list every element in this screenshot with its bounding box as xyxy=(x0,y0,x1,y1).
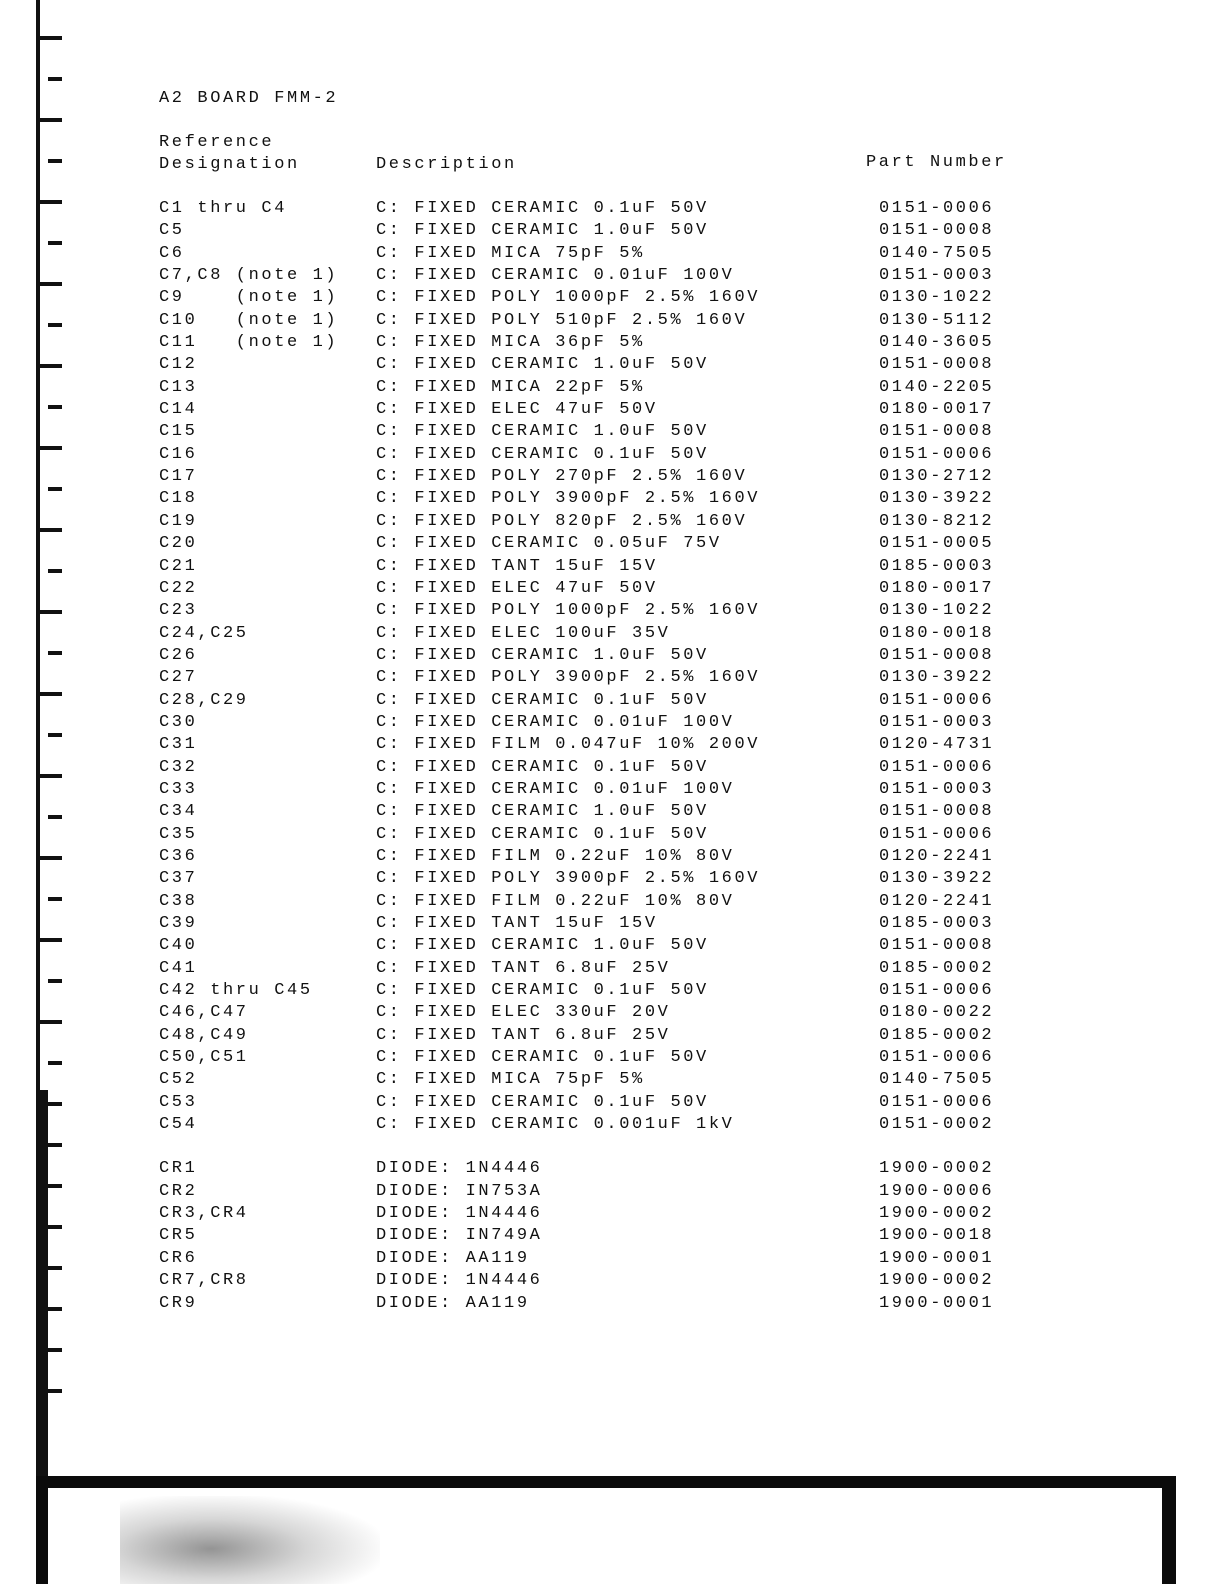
binding-tick xyxy=(40,200,62,204)
part-number: 0151-0008 xyxy=(879,645,995,665)
binding-tick xyxy=(40,1102,62,1106)
parts-row xyxy=(159,220,1059,242)
reference-designation: C14 xyxy=(159,400,198,420)
parts-row xyxy=(159,623,1059,645)
binding-tick xyxy=(48,1143,62,1147)
part-description: C: FIXED CERAMIC 0.05uF 75V xyxy=(376,534,722,554)
part-number: 0130-8212 xyxy=(879,511,995,531)
reference-designation: C27 xyxy=(159,668,198,688)
part-number: 0140-7505 xyxy=(879,243,995,263)
part-description: C: FIXED POLY 510pF 2.5% 160V xyxy=(376,310,748,330)
part-number: 0185-0003 xyxy=(879,914,995,933)
reference-designation: C37 xyxy=(159,869,198,889)
part-description: C: FIXED MICA 36pF 5% xyxy=(376,333,645,353)
parts-list xyxy=(159,198,1059,1315)
part-number: 0151-0008 xyxy=(879,422,995,442)
reference-designation: C26 xyxy=(159,645,198,665)
reference-designation: C48,C49 xyxy=(159,1025,249,1045)
reference-designation: C6 xyxy=(159,243,185,263)
binding-tick xyxy=(40,856,62,860)
part-description: C: FIXED CERAMIC 0.1uF 50V xyxy=(376,757,709,777)
binding-tick xyxy=(40,364,62,368)
part-description: C: FIXED ELEC 47uF 50V xyxy=(376,578,658,598)
page-title: A2 BOARD FMM-2 xyxy=(159,89,339,108)
reference-designation: C40 xyxy=(159,936,198,956)
reference-designation: C13 xyxy=(159,377,198,397)
binding-tick xyxy=(48,487,62,491)
part-description: C: FIXED CERAMIC 1.0uF 50V xyxy=(376,221,709,241)
part-description: C: FIXED FILM 0.22uF 10% 80V xyxy=(376,891,735,911)
part-number: 0151-0003 xyxy=(879,779,995,799)
parts-row xyxy=(159,600,1059,622)
reference-designation: C16 xyxy=(159,444,198,464)
binding-tick xyxy=(48,733,62,737)
part-number: 0151-0002 xyxy=(879,1115,995,1135)
part-description: C: FIXED CERAMIC 0.1uF 50V xyxy=(376,444,709,464)
part-number: 0130-2712 xyxy=(879,467,995,487)
part-number: 0151-0006 xyxy=(879,981,995,1001)
part-number: 0140-3605 xyxy=(879,333,995,353)
reference-designation: CR7,CR8 xyxy=(159,1271,249,1291)
parts-row xyxy=(159,265,1059,287)
reference-designation: C10 (note 1) xyxy=(159,310,339,330)
parts-row xyxy=(159,377,1059,399)
reference-designation: CR5 xyxy=(159,1226,198,1246)
part-number: 0151-0003 xyxy=(879,266,995,286)
part-description: C: FIXED TANT 6.8uF 25V xyxy=(376,1025,671,1045)
parts-row xyxy=(159,1248,1059,1270)
header-designation: Designation xyxy=(159,155,300,174)
reference-designation: C21 xyxy=(159,556,198,576)
parts-row xyxy=(159,1047,1059,1069)
part-number: 0180-0017 xyxy=(879,578,995,598)
part-number: 0151-0006 xyxy=(879,757,995,777)
part-description: C: FIXED FILM 0.22uF 10% 80V xyxy=(376,846,735,866)
parts-row xyxy=(159,1025,1059,1047)
reference-designation: C15 xyxy=(159,422,198,442)
parts-row xyxy=(159,1158,1059,1180)
reference-designation: C38 xyxy=(159,891,198,911)
parts-row xyxy=(159,488,1059,510)
parts-row xyxy=(159,958,1059,980)
part-number: 0130-5112 xyxy=(879,310,995,330)
part-description: C: FIXED ELEC 100uF 35V xyxy=(376,623,671,643)
part-description: C: FIXED FILM 0.047uF 10% 200V xyxy=(376,735,761,755)
part-number: 1900-0006 xyxy=(879,1181,995,1201)
parts-row xyxy=(159,1225,1059,1247)
part-description: C: FIXED POLY 3900pF 2.5% 160V xyxy=(376,489,761,509)
binding-tick xyxy=(48,897,62,901)
part-number: 0151-0006 xyxy=(879,690,995,710)
part-description: C: FIXED POLY 1000pF 2.5% 160V xyxy=(376,601,761,621)
parts-row xyxy=(159,1270,1059,1292)
parts-row xyxy=(159,533,1059,555)
part-number: 1900-0002 xyxy=(879,1159,995,1179)
binding-tick xyxy=(48,979,62,983)
parts-row xyxy=(159,399,1059,421)
part-number: 0120-2241 xyxy=(879,891,995,911)
reference-designation: C28,C29 xyxy=(159,690,249,710)
part-description: DIODE: 1N4446 xyxy=(376,1271,543,1291)
reference-designation: C11 (note 1) xyxy=(159,333,339,353)
part-number: 0151-0005 xyxy=(879,534,995,554)
parts-row xyxy=(159,1114,1059,1136)
parts-row xyxy=(159,891,1059,913)
reference-designation: C12 xyxy=(159,355,198,375)
reference-designation: C30 xyxy=(159,712,198,732)
reference-designation: C46,C47 xyxy=(159,1003,249,1023)
part-description: C: FIXED CERAMIC 0.01uF 100V xyxy=(376,712,735,732)
parts-row xyxy=(159,1293,1059,1315)
binding-tick xyxy=(48,651,62,655)
part-description: C: FIXED CERAMIC 0.001uF 1kV xyxy=(376,1115,735,1135)
part-description: C: FIXED CERAMIC 1.0uF 50V xyxy=(376,422,709,442)
binding-tick xyxy=(48,815,62,819)
part-description: DIODE: AA119 xyxy=(376,1293,530,1313)
reference-designation: C1 thru C4 xyxy=(159,199,288,218)
reference-designation: C36 xyxy=(159,846,198,866)
reference-designation: C31 xyxy=(159,735,198,755)
binding-tick xyxy=(40,774,62,778)
reference-designation: C39 xyxy=(159,914,198,933)
part-number: 0185-0003 xyxy=(879,556,995,576)
parts-row xyxy=(159,712,1059,734)
binding-tick xyxy=(48,1307,62,1311)
part-number: 0120-2241 xyxy=(879,846,995,866)
part-number: 0151-0003 xyxy=(879,712,995,732)
part-number: 0151-0008 xyxy=(879,355,995,375)
reference-designation: C18 xyxy=(159,489,198,509)
binding-tick xyxy=(48,77,62,81)
parts-row xyxy=(159,846,1059,868)
part-number: 0185-0002 xyxy=(879,1025,995,1045)
binding-tick xyxy=(40,1020,62,1024)
parts-row xyxy=(159,757,1059,779)
part-description: C: FIXED MICA 75pF 5% xyxy=(376,1070,645,1090)
reference-designation: C20 xyxy=(159,534,198,554)
part-number: 0130-3922 xyxy=(879,489,995,509)
part-description: C: FIXED POLY 3900pF 2.5% 160V xyxy=(376,668,761,688)
reference-designation: C33 xyxy=(159,779,198,799)
part-description: DIODE: AA119 xyxy=(376,1248,530,1268)
reference-designation: CR6 xyxy=(159,1248,198,1268)
part-description: C: FIXED CERAMIC 1.0uF 50V xyxy=(376,802,709,822)
reference-designation: CR1 xyxy=(159,1159,198,1179)
binding-shadow xyxy=(36,1090,48,1480)
part-description: DIODE: IN749A xyxy=(376,1226,543,1246)
part-number: 1900-0002 xyxy=(879,1271,995,1291)
reference-designation: C17 xyxy=(159,467,198,487)
binding-tick xyxy=(40,36,62,40)
binding-tick xyxy=(40,1184,62,1188)
parts-row xyxy=(159,466,1059,488)
reference-designation: C54 xyxy=(159,1115,198,1135)
parts-row xyxy=(159,556,1059,578)
part-description: C: FIXED POLY 3900pF 2.5% 160V xyxy=(376,869,761,889)
parts-row xyxy=(159,198,1059,220)
part-number: 0120-4731 xyxy=(879,735,995,755)
part-number: 1900-0018 xyxy=(879,1226,995,1246)
reference-designation: C24,C25 xyxy=(159,623,249,643)
part-number: 0130-1022 xyxy=(879,288,995,308)
parts-row xyxy=(159,444,1059,466)
part-description: C: FIXED CERAMIC 0.01uF 100V xyxy=(376,266,735,286)
reference-designation: C34 xyxy=(159,802,198,822)
parts-row xyxy=(159,824,1059,846)
binding-tick xyxy=(48,1389,62,1393)
parts-row xyxy=(159,421,1059,443)
reference-designation: C5 xyxy=(159,221,185,241)
reference-designation: C42 thru C45 xyxy=(159,981,313,1001)
part-number: 0180-0022 xyxy=(879,1003,995,1023)
part-number: 0130-3922 xyxy=(879,869,995,889)
part-description: C: FIXED CERAMIC 1.0uF 50V xyxy=(376,355,709,375)
reference-designation: C7,C8 (note 1) xyxy=(159,266,339,286)
part-description: DIODE: IN753A xyxy=(376,1181,543,1201)
binding-tick xyxy=(40,282,62,286)
parts-row xyxy=(159,1181,1059,1203)
parts-row xyxy=(159,287,1059,309)
part-description: C: FIXED CERAMIC 0.1uF 50V xyxy=(376,1048,709,1068)
parts-row xyxy=(159,310,1059,332)
reference-designation: C52 xyxy=(159,1070,198,1090)
part-number: 0151-0008 xyxy=(879,221,995,241)
binding-tick xyxy=(48,241,62,245)
part-description: DIODE: 1N4446 xyxy=(376,1204,543,1224)
binding-tick xyxy=(40,446,62,450)
parts-row xyxy=(159,690,1059,712)
part-description: C: FIXED CERAMIC 0.1uF 50V xyxy=(376,981,709,1001)
binding-tick xyxy=(48,569,62,573)
part-description: C: FIXED CERAMIC 0.01uF 100V xyxy=(376,779,735,799)
part-description: C: FIXED TANT 15uF 15V xyxy=(376,914,658,933)
parts-row xyxy=(159,354,1059,376)
part-number: 0151-0008 xyxy=(879,936,995,956)
parts-row xyxy=(159,1002,1059,1024)
reference-designation: C9 (note 1) xyxy=(159,288,339,308)
part-description: C: FIXED CERAMIC 0.1uF 50V xyxy=(376,690,709,710)
part-description: C: FIXED CERAMIC 1.0uF 50V xyxy=(376,936,709,956)
part-description: DIODE: 1N4446 xyxy=(376,1159,543,1179)
reference-designation: C23 xyxy=(159,601,198,621)
part-number: 0180-0017 xyxy=(879,400,995,420)
parts-row xyxy=(159,801,1059,823)
part-description: C: FIXED CERAMIC 1.0uF 50V xyxy=(376,645,709,665)
parts-row xyxy=(159,868,1059,890)
parts-row xyxy=(159,1092,1059,1114)
part-number: 0151-0006 xyxy=(879,1048,995,1068)
part-description: C: FIXED POLY 1000pF 2.5% 160V xyxy=(376,288,761,308)
binding-tick xyxy=(40,528,62,532)
binding-tick xyxy=(40,118,62,122)
parts-row xyxy=(159,734,1059,756)
part-number: 1900-0002 xyxy=(879,1204,995,1224)
reference-designation: C32 xyxy=(159,757,198,777)
parts-row xyxy=(159,913,1059,935)
part-number: 0130-3922 xyxy=(879,668,995,688)
part-description: C: FIXED POLY 270pF 2.5% 160V xyxy=(376,467,748,487)
part-description: C: FIXED CERAMIC 0.1uF 50V xyxy=(376,199,709,218)
header-description: Description xyxy=(376,155,517,174)
part-number: 0185-0002 xyxy=(879,958,995,978)
part-number: 1900-0001 xyxy=(879,1248,995,1268)
part-description: C: FIXED POLY 820pF 2.5% 160V xyxy=(376,511,748,531)
reference-designation: C22 xyxy=(159,578,198,598)
parts-row xyxy=(159,667,1059,689)
part-number: 0130-1022 xyxy=(879,601,995,621)
binding-tick xyxy=(48,405,62,409)
parts-row xyxy=(159,779,1059,801)
parts-row xyxy=(159,511,1059,533)
part-description: C: FIXED TANT 6.8uF 25V xyxy=(376,958,671,978)
part-description: C: FIXED ELEC 330uF 20V xyxy=(376,1003,671,1023)
parts-row xyxy=(159,980,1059,1002)
part-description: C: FIXED TANT 15uF 15V xyxy=(376,556,658,576)
binding-tick xyxy=(40,610,62,614)
part-description: C: FIXED ELEC 47uF 50V xyxy=(376,400,658,420)
parts-row xyxy=(159,243,1059,265)
reference-designation: C53 xyxy=(159,1092,198,1112)
reference-designation: C41 xyxy=(159,958,198,978)
header-reference: Reference xyxy=(159,133,275,152)
part-description: C: FIXED CERAMIC 0.1uF 50V xyxy=(376,824,709,844)
part-number: 0140-7505 xyxy=(879,1070,995,1090)
binding-tick xyxy=(40,938,62,942)
binding-tick xyxy=(40,692,62,696)
parts-row xyxy=(159,1069,1059,1091)
reference-designation: C19 xyxy=(159,511,198,531)
part-number: 0180-0018 xyxy=(879,623,995,643)
part-number: 0151-0006 xyxy=(879,444,995,464)
header-part-number: Part Number xyxy=(866,153,1007,172)
part-number: 0151-0006 xyxy=(879,1092,995,1112)
parts-row xyxy=(159,578,1059,600)
binding-tick xyxy=(40,1266,62,1270)
parts-row xyxy=(159,332,1059,354)
binding-tick xyxy=(40,1348,62,1352)
part-number: 0151-0006 xyxy=(879,199,995,218)
parts-row xyxy=(159,935,1059,957)
part-number: 1900-0001 xyxy=(879,1293,995,1313)
reference-designation: C35 xyxy=(159,824,198,844)
binding-tick xyxy=(48,1061,62,1065)
reference-designation: CR2 xyxy=(159,1181,198,1201)
reference-designation: C50,C51 xyxy=(159,1048,249,1068)
part-number: 0140-2205 xyxy=(879,377,995,397)
scan-edge-right xyxy=(1162,1476,1176,1584)
parts-row xyxy=(159,645,1059,667)
reference-designation: CR3,CR4 xyxy=(159,1204,249,1224)
parts-row xyxy=(159,1203,1059,1225)
part-description: C: FIXED MICA 75pF 5% xyxy=(376,243,645,263)
reference-designation: CR9 xyxy=(159,1293,198,1313)
part-description: C: FIXED CERAMIC 0.1uF 50V xyxy=(376,1092,709,1112)
part-number: 0151-0008 xyxy=(879,802,995,822)
binding-tick xyxy=(48,1225,62,1229)
binding-tick xyxy=(48,323,62,327)
part-number: 0151-0006 xyxy=(879,824,995,844)
scan-smudge xyxy=(120,1496,380,1584)
binding-tick xyxy=(48,159,62,163)
part-description: C: FIXED MICA 22pF 5% xyxy=(376,377,645,397)
